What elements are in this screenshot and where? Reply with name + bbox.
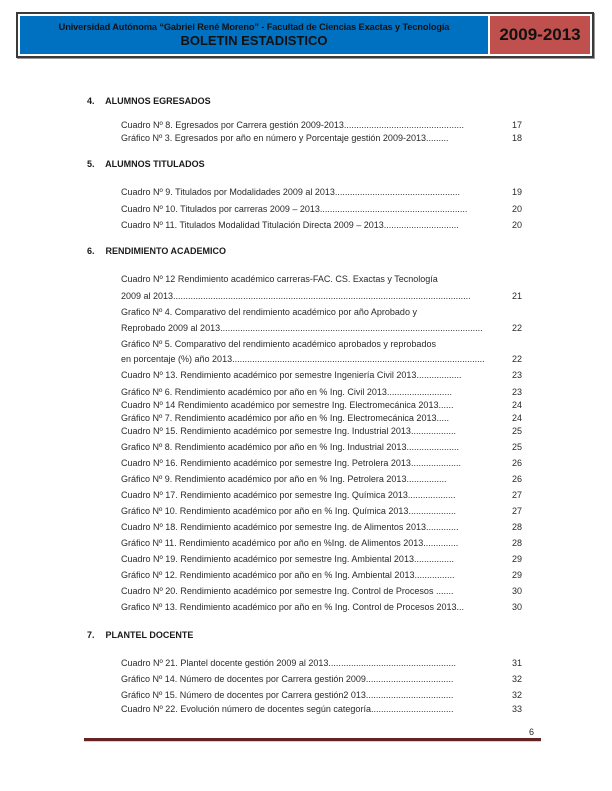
toc-entry[interactable]	[121, 186, 522, 198]
toc-entry-text: Gráfico Nº 10. Rendimiento académico por año en % Ing. Química 2013...................	[121, 506, 456, 516]
toc-entry-text: Cuadro Nº 9. Titulados por Modalidades 2009 al 2013..................................................	[121, 187, 460, 197]
toc-entry[interactable]	[121, 673, 522, 685]
toc-entry-page	[507, 306, 522, 318]
toc-entry[interactable]	[121, 473, 522, 485]
toc-entry-page: 32	[511, 674, 522, 684]
toc-entry-text: Cuadro Nº 16. Rendimiento académico por semestre Ing. Petrolera 2013....................	[121, 458, 461, 468]
toc-entry-text: Gráfico Nº 15. Número de docentes por Carrera gestión2 013...................................	[121, 690, 454, 700]
section-number: 7.	[87, 630, 95, 640]
toc-entry-text: Cuadro Nº 19. Rendimiento académico por semestre Ing. Ambiental 2013................	[121, 554, 454, 564]
toc-entry-text: Cuadro Nº 10. Titulados por carreras 2009 – 2013...........................................................	[121, 204, 468, 214]
toc-entry-page: 23	[511, 387, 522, 397]
toc-entry[interactable]	[121, 353, 522, 365]
header-years-block	[490, 16, 590, 54]
toc-entry-page: 32	[511, 690, 522, 700]
toc-entry[interactable]	[121, 521, 522, 533]
toc-entry-page: 31	[511, 658, 522, 668]
toc-entry-text: Gráfico Nº 9. Rendimiento académico por año en % Ing. Petrolera 2013................	[121, 474, 447, 484]
toc-entry-text: Gráfico Nº 12. Rendimiento académico por año en % Ing. Ambiental 2013................	[121, 570, 455, 580]
toc-entry-text: Cuadro Nº 12 Rendimiento académico carreras-FAC. CS. Exactas y Tecnología	[121, 274, 438, 284]
toc-entry-text: Reprobado 2009 al 2013.........................................................................................................	[121, 323, 483, 333]
toc-entry[interactable]	[121, 219, 522, 231]
section-number: 5.	[87, 159, 95, 169]
university-name: Universidad Autónoma “Gabriel René Moreno” - Facultad de Ciencias Exactas y Tecnología	[58, 22, 450, 32]
toc-entry[interactable]	[121, 505, 522, 517]
toc-entry-page: 26	[511, 458, 522, 468]
toc-entry-page: 18	[511, 133, 522, 143]
toc-entry[interactable]	[121, 119, 522, 131]
toc-entry-page: 25	[511, 426, 522, 436]
toc-entry[interactable]	[121, 537, 522, 549]
toc-entry[interactable]	[121, 553, 522, 565]
toc-entry[interactable]	[121, 601, 522, 613]
toc-entry-text: Cuadro Nº 22. Evolución número de docentes según categoría.................................	[121, 704, 454, 714]
toc-entry[interactable]	[121, 457, 522, 469]
page-number: 6	[529, 727, 535, 737]
toc-entry-text: Grafico Nº 8. Rendimiento académico por año en % Ing. Industrial 2013.....................	[121, 442, 459, 452]
toc-entry-text: Cuadro Nº 18. Rendimiento académico por semestre Ing. de Alimentos 2013.............	[121, 522, 459, 532]
section-number: 4.	[87, 96, 95, 106]
toc-entry-page: 23	[511, 370, 522, 380]
section-heading	[87, 246, 226, 256]
toc-entry[interactable]	[121, 425, 522, 437]
toc-entry-text: Cuadro Nº 11. Titulados Modalidad Titulación Directa 2009 – 2013..............................	[121, 220, 459, 230]
toc-entry[interactable]	[121, 689, 522, 701]
toc-entry-page: 17	[511, 120, 522, 130]
section-title: ALUMNOS TITULADOS	[105, 159, 205, 169]
toc-entry-page: 20	[511, 220, 522, 230]
toc-entry-text: Cuadro Nº 15. Rendimiento académico por semestre Ing. Industrial 2013..................	[121, 426, 456, 436]
section-heading	[87, 96, 211, 106]
toc-entry-text: Cuadro Nº 13. Rendimiento académico por semestre Ingeniería Civil 2013..................	[121, 370, 462, 380]
toc-entry[interactable]	[121, 386, 522, 398]
toc-entry[interactable]	[121, 441, 522, 453]
toc-entry-text: Gráfico Nº 11. Rendimiento académico por año en %Ing. de Alimentos 2013..............	[121, 538, 459, 548]
toc-entry[interactable]	[121, 489, 522, 501]
section-number: 6.	[87, 246, 95, 256]
toc-entry-page: 24	[511, 400, 522, 410]
toc-entry[interactable]	[121, 569, 522, 581]
document-header	[16, 12, 594, 58]
section-title: PLANTEL DOCENTE	[105, 630, 194, 640]
toc-entry[interactable]	[121, 322, 522, 334]
toc-entry-page	[507, 338, 522, 350]
toc-entry-text: Gráfico Nº 3. Egresados por año en número y Porcentaje gestión 2009-2013.........	[121, 133, 449, 143]
toc-entry-page: 26	[511, 474, 522, 484]
footer-rule-shadow	[84, 741, 541, 742]
toc-entry-text: Grafico Nº 4. Comparativo del rendimiento académico por año Aprobado y	[121, 307, 417, 317]
toc-entry[interactable]	[121, 290, 522, 302]
toc-entry-page: 20	[511, 204, 522, 214]
toc-entry-text: Cuadro Nº 21. Plantel docente gestión 2009 al 2013...................................................	[121, 658, 456, 668]
section-title: RENDIMIENTO ACADEMICO	[105, 246, 227, 256]
section-heading	[87, 159, 205, 169]
header-title-block	[20, 16, 488, 54]
toc-entry[interactable]	[121, 585, 522, 597]
toc-entry-text: Cuadro Nº 20. Rendimiento académico por semestre Ing. Control de Procesos .......	[121, 586, 454, 596]
toc-entry[interactable]	[121, 399, 522, 411]
toc-entry[interactable]	[121, 306, 522, 318]
section-title: ALUMNOS EGRESADOS	[105, 96, 211, 106]
toc-entry-page: 25	[511, 442, 522, 452]
toc-entry-text: en porcentaje (%) año 2013.....................................................................................................	[121, 354, 485, 364]
years-label: 2009-2013	[499, 25, 581, 44]
toc-entry-page: 33	[511, 704, 522, 714]
toc-entry[interactable]	[121, 703, 522, 715]
toc-entry-page: 21	[511, 291, 522, 301]
toc-entry[interactable]	[121, 203, 522, 215]
toc-entry-page: 28	[511, 522, 522, 532]
toc-entry-text: Gráfico Nº 5. Comparativo del rendimiento académico aprobados y reprobados	[121, 339, 436, 349]
toc-entry-page: 22	[511, 323, 522, 333]
toc-entry-page	[507, 273, 522, 285]
toc-entry-text: Grafico Nº 13. Rendimiento académico por año en % Ing. Control de Procesos 2013...	[121, 602, 464, 612]
toc-entry-page: 27	[511, 506, 522, 516]
toc-entry[interactable]	[121, 132, 522, 144]
toc-entry[interactable]	[121, 273, 522, 285]
toc-entry-page: 22	[511, 354, 522, 364]
toc-entry-page: 28	[511, 538, 522, 548]
toc-entry[interactable]	[121, 369, 522, 381]
toc-entry-text: Gráfico Nº 14. Número de docentes por Carrera gestión 2009...................................	[121, 674, 454, 684]
toc-entry-text: Gráfico Nº 7. Rendimiento académico por año en % Ing. Electromecánica 2013.....	[121, 413, 449, 423]
toc-entry-text: Cuadro Nº 17. Rendimiento académico por semestre Ing. Química 2013...................	[121, 490, 456, 500]
toc-entry-page: 29	[511, 554, 522, 564]
toc-entry-text: Gráfico Nº 6. Rendimiento académico por año en % Ing. Civil 2013..........................	[121, 387, 452, 397]
toc-entry-text: Cuadro Nº 8. Egresados por Carrera gestión 2009-2013................................................	[121, 120, 464, 130]
toc-entry[interactable]	[121, 338, 522, 350]
toc-entry-page: 24	[511, 413, 522, 423]
toc-entry-page: 29	[511, 570, 522, 580]
toc-entry-page: 27	[511, 490, 522, 500]
toc-entry-text: 2009 al 2013.......................................................................................................................	[121, 291, 471, 301]
toc-entry-page: 19	[511, 187, 522, 197]
section-heading	[87, 630, 193, 640]
toc-entry-page: 30	[511, 602, 522, 612]
toc-entry-text: Cuadro Nº 14 Rendimiento académico por semestre Ing. Electromecánica 2013......	[121, 400, 454, 410]
toc-entry[interactable]	[121, 657, 522, 669]
toc-entry[interactable]	[121, 412, 522, 424]
toc-entry-page: 30	[511, 586, 522, 596]
bulletin-title: BOLETIN ESTADISTICO	[180, 33, 328, 48]
